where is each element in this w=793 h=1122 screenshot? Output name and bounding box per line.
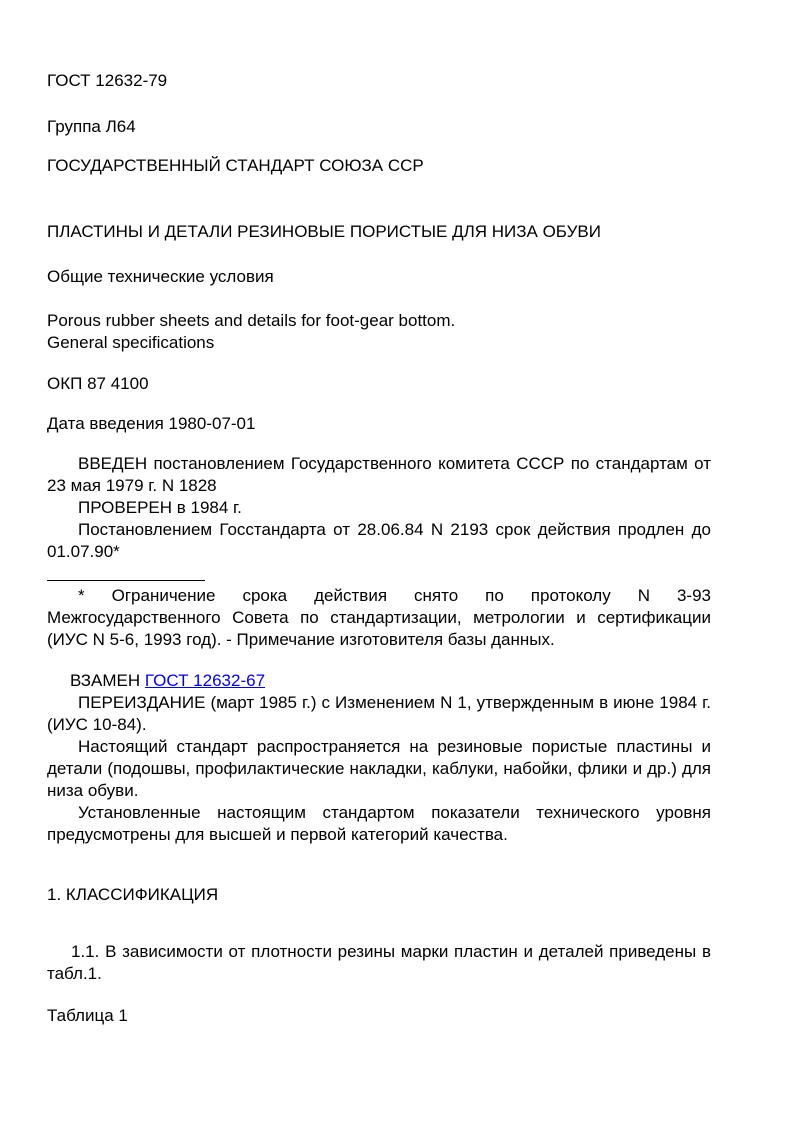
- footnote: * Ограничение срока действия снято по протоколу N 3-93 Межгосударственного Совета по стандартизации, метрологии и сертификации (ИУС N 5-6, 1993 год). - Примечание изготовителя базы данных.: [47, 586, 711, 649]
- document-subtitle: Общие технические условия: [47, 267, 274, 286]
- replaces-prefix: ВЗАМЕН: [70, 671, 145, 690]
- checked-paragraph: ПРОВЕРЕН в 1984 г.: [78, 498, 242, 517]
- reissue-paragraph: ПЕРЕИЗДАНИЕ (март 1985 г.) с Изменением N 1, утвержденным в июне 1984 г. (ИУС 10-84).: [47, 693, 711, 734]
- extended-paragraph: Постановлением Госстандарта от 28.06.84 N 2193 срок действия продлен до 01.07.90*: [47, 520, 711, 561]
- authority-heading: ГОСУДАРСТВЕННЫЙ СТАНДАРТ СОЮЗА ССР: [47, 156, 424, 175]
- replaced-standard-link[interactable]: ГОСТ 12632-67: [144, 671, 266, 690]
- okp-code: ОКП 87 4100: [47, 374, 149, 393]
- clause-1-1: 1.1. В зависимости от плотности резины марки пластин и деталей приведены в табл.1.: [47, 942, 711, 983]
- replaces-line: [70, 670, 265, 692]
- introduced-paragraph: ВВЕДЕН постановлением Государственного комитета СССР по стандартам от 23 мая 1979 г. N 1828: [47, 454, 711, 495]
- doc-number: ГОСТ 12632-79: [47, 71, 168, 90]
- introduction-date: Дата введения 1980-07-01: [47, 414, 256, 433]
- table-caption: Таблица 1: [47, 1006, 128, 1025]
- section-heading-classification: 1. КЛАССИФИКАЦИЯ: [47, 885, 219, 904]
- scope-paragraph: Настоящий стандарт распространяется на резиновые пористые пластины и детали (подошвы, профилактические накладки, каблуки, набойки, флики и др.) для низа обуви.: [47, 737, 711, 800]
- group-code: Группа Л64: [47, 117, 136, 136]
- document-title: ПЛАСТИНЫ И ДЕТАЛИ РЕЗИНОВЫЕ ПОРИСТЫЕ ДЛЯ НИЗА ОБУВИ: [47, 222, 601, 241]
- quality-paragraph: Установленные настоящим стандартом показатели технического уровня предусмотрены для высшей и первой категорий качества.: [47, 803, 711, 844]
- footnote-divider: [47, 580, 205, 581]
- english-title-line-1: Porous rubber sheets and details for foot-gear bottom.: [47, 311, 456, 330]
- english-title-line-2: General specifications: [47, 333, 215, 352]
